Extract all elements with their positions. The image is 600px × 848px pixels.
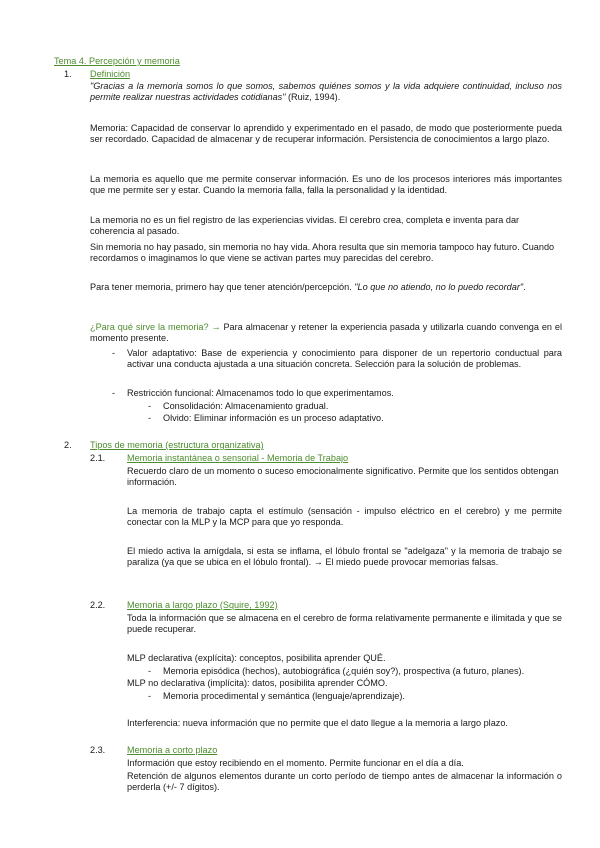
- working-memory-paragraph: La memoria de trabajo capta el estímulo (sensación - impulso eléctrico en el cerebro) y me permite conectar con la MLP y la MCP para que yo responda.: [127, 506, 562, 528]
- memory-definition-paragraph: Memoria: Capacidad de conservar lo aprendido y experimentado en el pasado, de modo que posteriormente pueda ser recordado. Capacidad de almacenar y de recuperar información. Persistencia de conocimientos a largo plazo.: [90, 123, 562, 145]
- subsection-2-3-number: 2.3.: [90, 745, 106, 755]
- bullet-functional-restriction: Restricción funcional: Almacenamos todo lo que experimentamos.: [127, 388, 394, 398]
- section-1-heading: Definición: [90, 69, 131, 79]
- bullet-dash: -: [148, 666, 152, 676]
- subsection-2-3-heading: Memoria a corto plazo: [127, 745, 218, 755]
- quote-citation: (Ruiz, 1994).: [285, 92, 341, 103]
- fear-paragraph: El miedo activa la amígdala, si esta se inflama, el lóbulo frontal se "adelgaza" y la memoria de trabajo se paraliza (ya que se ubica en el lóbulo frontal). → El miedo puede provocar memorias falsas.: [127, 546, 562, 568]
- attention-quote: "Lo que no atiendo, no lo puedo recordar": [354, 282, 524, 292]
- section-1-number: 1.: [64, 69, 72, 79]
- section-2-heading: Tipos de memoria (estructura organizativa): [90, 440, 264, 450]
- declarative-memory-line: MLP declarativa (explícita): conceptos, posibilita aprender QUÉ.: [127, 653, 386, 663]
- sub-bullet-dash: -: [148, 401, 152, 411]
- purpose-paragraph: [90, 322, 562, 344]
- definition-quote: [90, 81, 562, 103]
- purpose-question: ¿Para qué sirve la memoria? →: [90, 322, 221, 332]
- bullet-dash: -: [112, 388, 116, 398]
- section-2-number: 2.: [64, 440, 72, 450]
- purpose-answer: Para almacenar y retener la experiencia pasada y utilizarla cuando convenga en el momento presente.: [90, 322, 562, 344]
- interference-line: Interferencia: nueva información que no permite que el dato llegue a la memoria a largo plazo.: [127, 718, 508, 728]
- long-term-memory-paragraph: Toda la información que se almacena en el cerebro de forma relativamente permanente e ilimitada y que se puede recuperar.: [127, 613, 562, 635]
- attention-text: Para tener memoria, primero hay que tener atención/percepción.: [90, 282, 355, 292]
- subsection-2-2-number: 2.2.: [90, 600, 106, 610]
- quote-text: "Gracias a la memoria somos lo que somos, sabemos quiénes somos y la vida adquiere continuidad, incluso nos permite realizar nuestras actividades cotidianas": [90, 81, 562, 103]
- short-term-memory-line: Información que estoy recibiendo en el momento. Permite funcionar en el día a día.: [127, 758, 464, 768]
- memory-importance-paragraph: La memoria es aquello que me permite conservar información. Es uno de los procesos interiores más importantes que me permite ser y estar. Cuando la memoria falla, falla la personalidad y la identidad.: [90, 174, 562, 196]
- sub-bullet-dash: -: [148, 413, 152, 423]
- bullet-dash: -: [112, 348, 116, 358]
- short-term-retention-paragraph: Retención de algunos elementos durante un corto período de tiempo antes de almacenar la información o perderla (+/- 7 dígitos).: [127, 771, 562, 793]
- non-declarative-memory-line: MLP no declarativa (implícita): datos, posibilita aprender CÓMO.: [127, 678, 388, 688]
- declarative-memory-bullet: Memoria episódica (hechos), autobiográfica (¿quién soy?), prospectiva (a futuro, planes).: [163, 666, 525, 676]
- bullet-adaptive-value: Valor adaptativo: Base de experiencia y conocimiento para disponer de un repertorio conductual para activar una conducta ajustada a una situación concreta. Selección para la solución de problemas.: [127, 348, 562, 370]
- subsection-2-1-number: 2.1.: [90, 453, 106, 463]
- attention-end: .: [523, 282, 526, 292]
- subsection-2-1-heading: Memoria instantánea o sensorial - Memoria de Trabajo: [127, 453, 349, 463]
- memory-future-paragraph: Sin memoria no hay pasado, sin memoria no hay vida. Ahora resulta que sin memoria tampoco hay futuro. Cuando recordamos o imaginamos lo que viene se activan partes muy parecidas del cerebro.: [90, 242, 555, 264]
- non-declarative-memory-bullet: Memoria procedimental y semántica (lenguaje/aprendizaje).: [163, 691, 405, 701]
- attention-paragraph: [90, 282, 562, 293]
- page-title: Tema 4. Percepción y memoria: [54, 56, 180, 66]
- subsection-2-2-heading: Memoria a largo plazo (Squire, 1992): [127, 600, 278, 610]
- sub-bullet-forgetting: Olvido: Eliminar información es un proceso adaptativo.: [163, 413, 384, 423]
- sub-bullet-consolidation: Consolidación: Almacenamiento gradual.: [163, 401, 329, 411]
- bullet-dash: -: [148, 691, 152, 701]
- sensory-memory-paragraph: Recuerdo claro de un momento o suceso emocionalmente significativo. Permite que los sentidos obtengan información.: [127, 466, 559, 488]
- memory-not-record-paragraph: La memoria no es un fiel registro de las experiencias vividas. El cerebro crea, completa e inventa para dar coherencia al pasado.: [90, 215, 520, 237]
